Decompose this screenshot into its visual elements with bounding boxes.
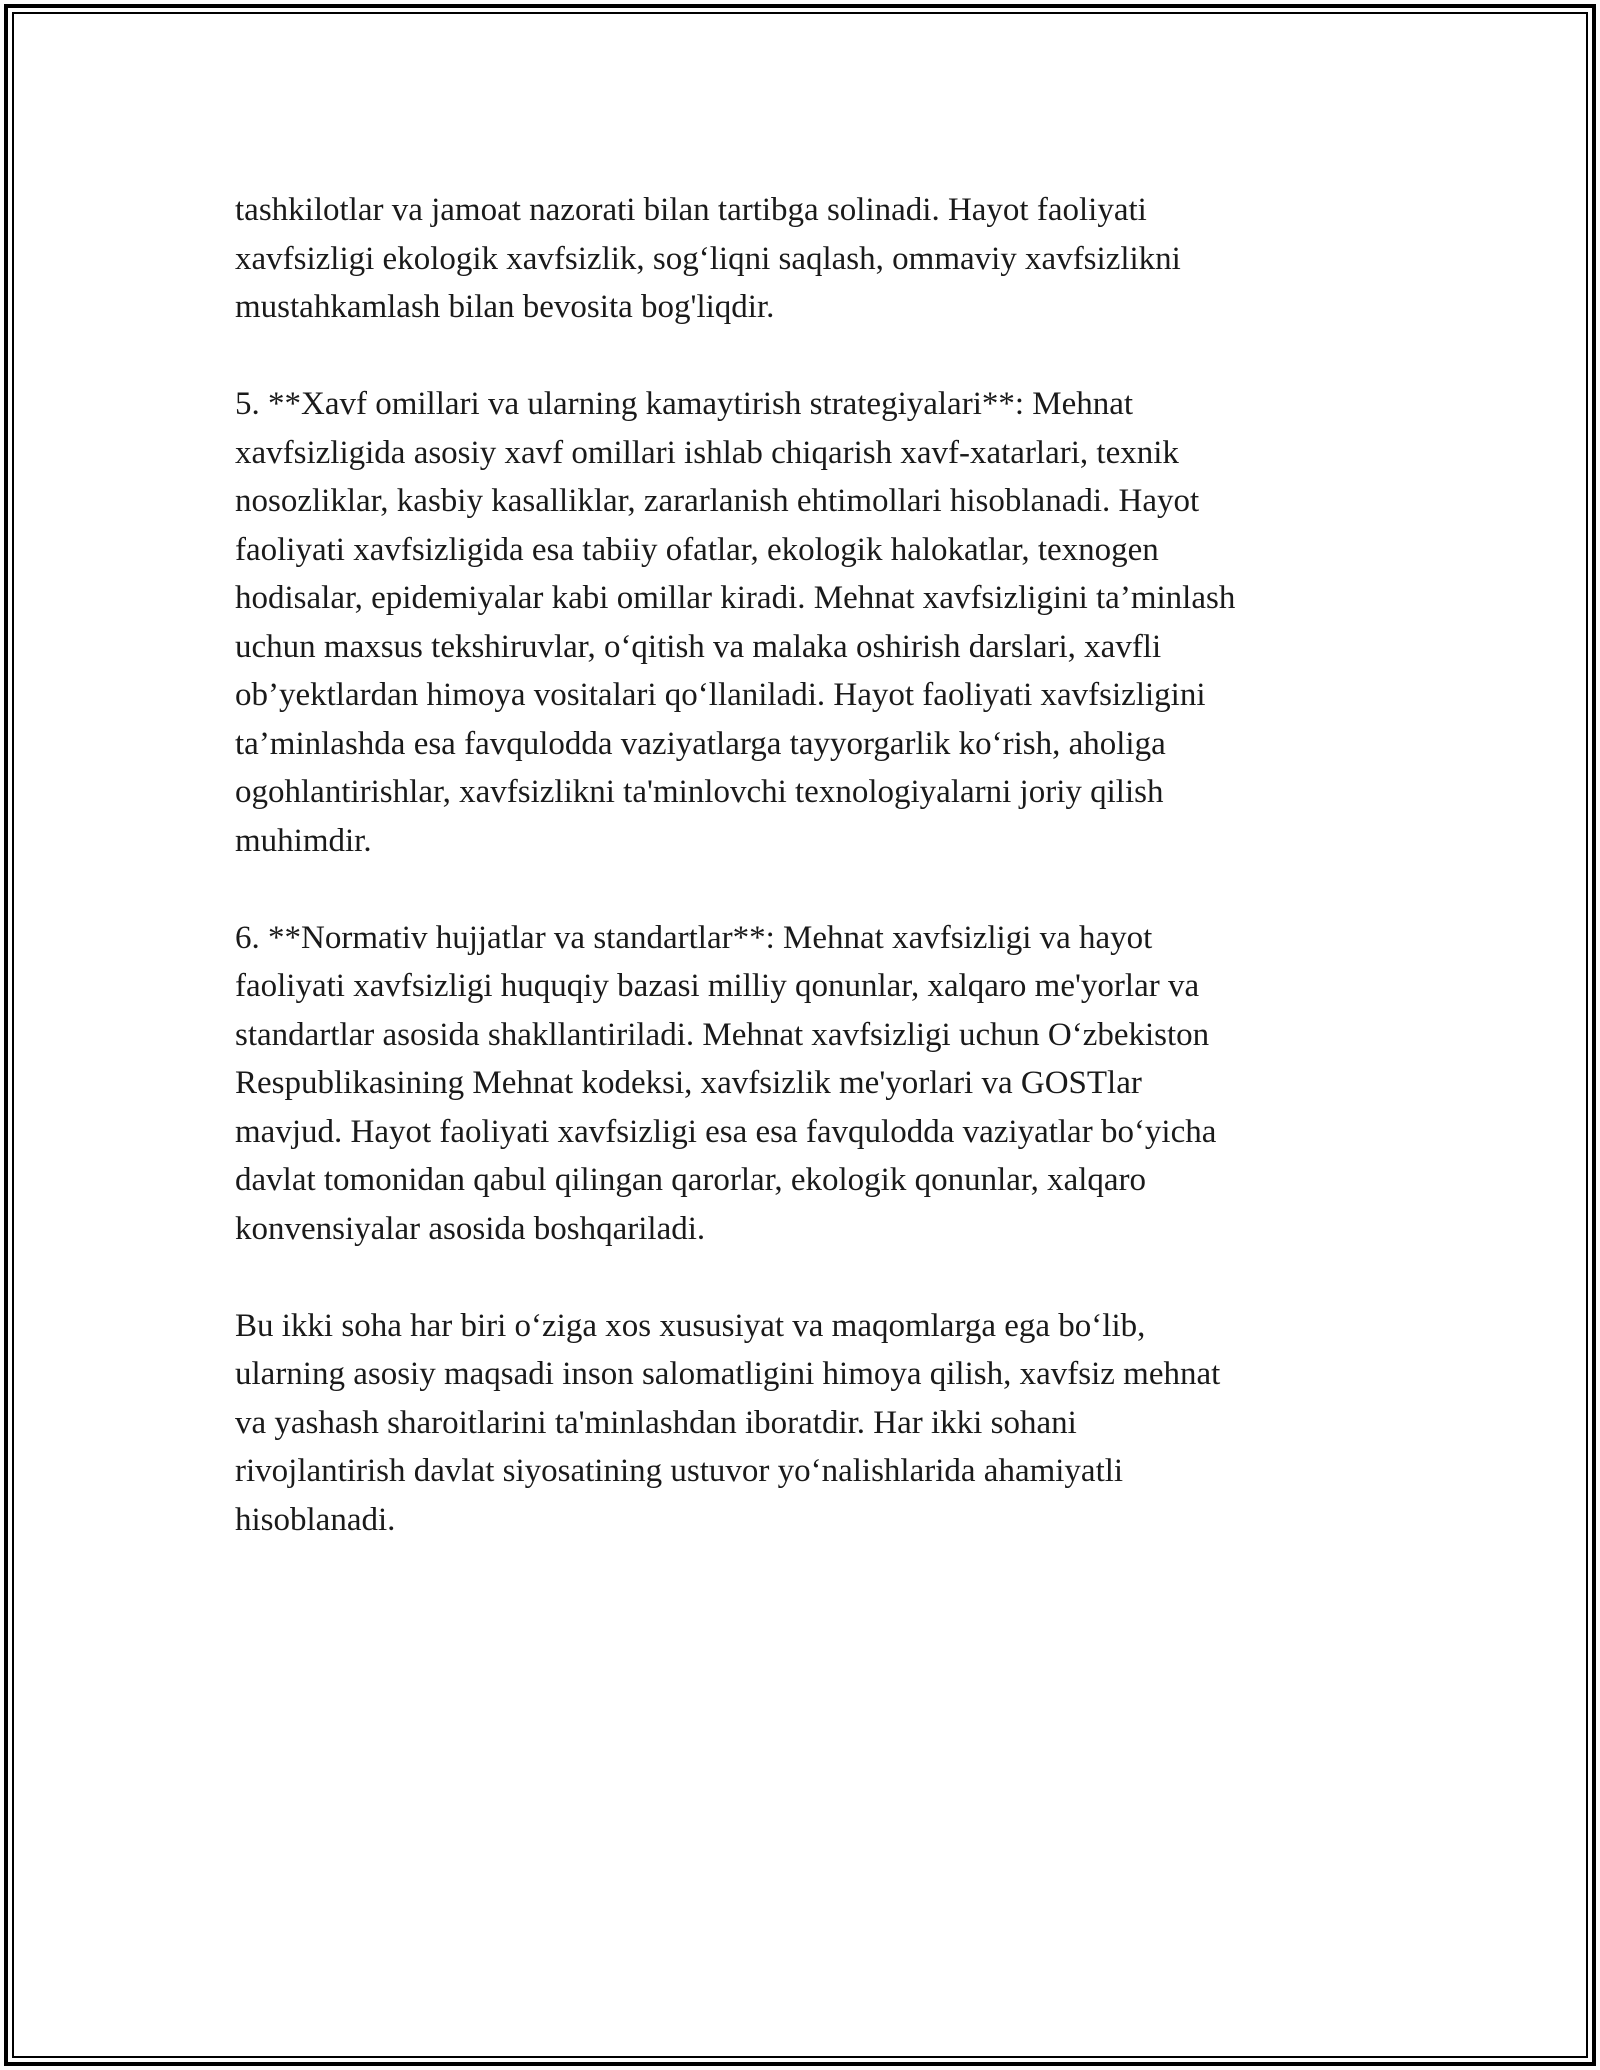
paragraph-risk-factors: 5. **Xavf omillari va ularning kamaytirish strategiyalari**: Mehnat xavfsizligida asosiy xavf omillari ishlab chiqarish xavf-xatarlari, texnik nosozliklar, kasbiy kasalliklar, zararlanish ehtimollari hisoblanadi. Hayot faoliyati xavfsizligida esa tabiiy ofatlar, ekologik halokatlar, texnogen hodisalar, epidemiyalar kabi omillar kiradi. Mehnat xavfsizligini ta’minlash uchun maxsus tekshiruvlar, o‘qitish va malaka oshirish darslari, xavfli ob’yektlardan himoya vositalari qo‘llaniladi. Hayot faoliyati xavfsizligini ta’minlashda esa favqulodda vaziyatlarga tayyorgarlik ko‘rish, aholiga ogohlantirishlar, xavfsizlikni ta'minlovchi texnologiyalarni joriy qilish muhimdir.	[235, 386, 1236, 859]
paragraph-conclusion: Bu ikki soha har biri o‘ziga xos xususiyat va maqomlarga ega bo‘lib, ularning asosiy maqsadi inson salomatligini himoya qilish, xavfsiz mehnat va yashash sharoitlarini ta'minlashdan iboratdir. Har ikki sohani rivojlantirish davlat siyosatining ustuvor yo‘nalishlarida ahamiyatli hisoblanadi.	[235, 1307, 1221, 1538]
document-body	[235, 186, 1365, 1593]
paragraph-continuation: tashkilotlar va jamoat nazorati bilan tartibga solinadi. Hayot faoliyati xavfsizligi ekologik xavfsizlik, sog‘liqni saqlash, ommaviy xavfsizlikni mustahkamlash bilan bevosita bog'liqdir.	[235, 192, 1181, 325]
paragraph-normative-documents: 6. **Normativ hujjatlar va standartlar**: Mehnat xavfsizligi va hayot faoliyati xavfsizligi huquqiy bazasi milliy qonunlar, xalqaro me'yorlar va standartlar asosida shakllantiriladi. Mehnat xavfsizligi uchun O‘zbekiston Respublikasining Mehnat kodeksi, xavfsizlik me'yorlari va GOSTlar mavjud. Hayot faoliyati xavfsizligi esa esa favqulodda vaziyatlar bo‘yicha davlat tomonidan qabul qilingan qarorlar, ekologik qonunlar, xalqaro konvensiyalar asosida boshqariladi.	[235, 919, 1217, 1247]
